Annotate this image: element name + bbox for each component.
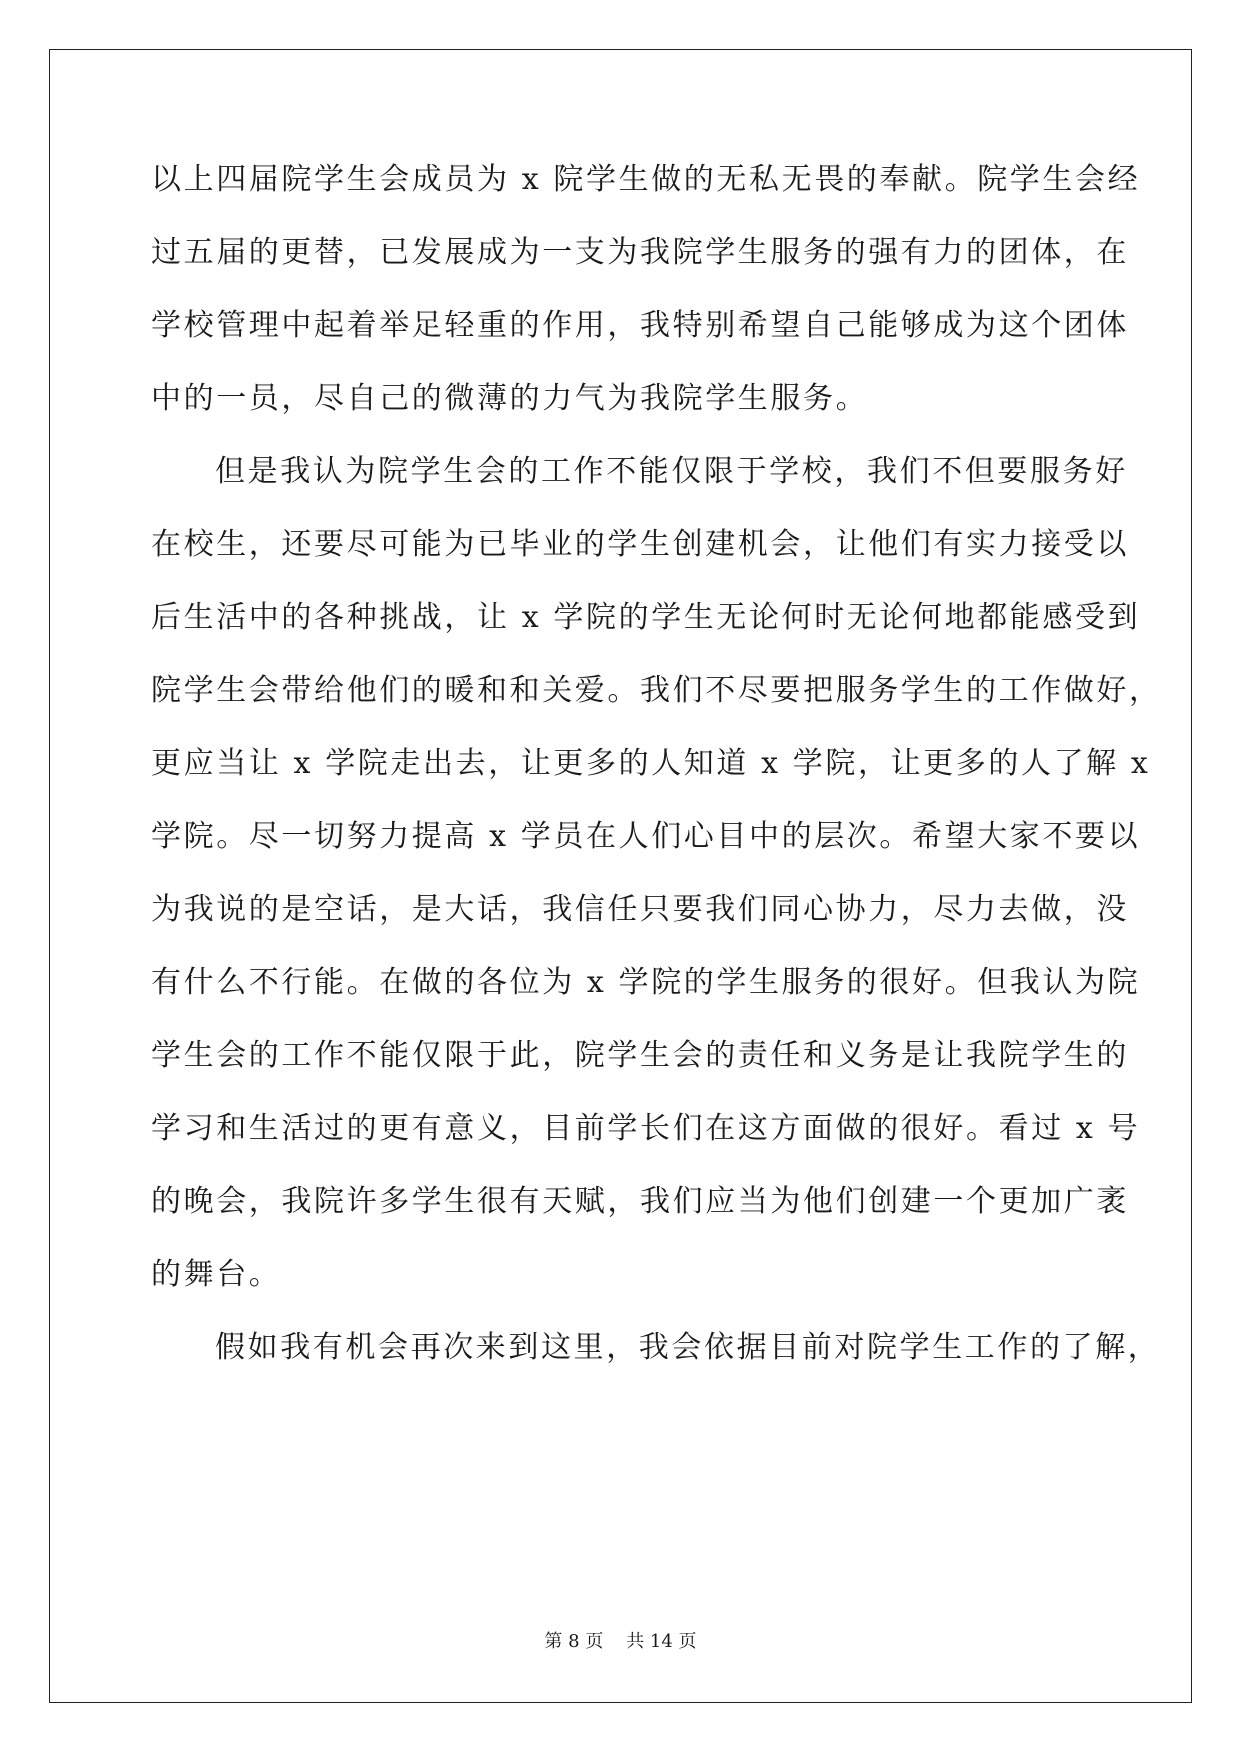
text-line: 更应当让 x 学院走出去，让更多的人知道 x 学院，让更多的人了解 x xyxy=(151,746,1151,781)
text-line: 院学生会带给他们的暖和和关爱。我们不尽要把服务学生的工作做好， xyxy=(151,673,1162,708)
paragraph-first-line: 但是我认为院学生会的工作不能仅限于学校，我们不但要服务好 xyxy=(215,454,1128,489)
text-line: 在校生，还要尽可能为已毕业的学生创建机会，让他们有实力接受以 xyxy=(151,527,1129,562)
text-line: 学习和生活过的更有意义，目前学长们在这方面做的很好。看过 x 号 xyxy=(151,1111,1141,1146)
page-number-footer: 第 8 页 共 14 页 xyxy=(544,1631,697,1652)
text-line: 学校管理中起着举足轻重的作用，我特别希望自己能够成为这个团体 xyxy=(151,308,1129,343)
text-line: 学院。尽一切努力提高 x 学员在人们心目中的层次。希望大家不要以 xyxy=(151,819,1141,854)
text-line: 后生活中的各种挑战，让 x 学院的学生无论何时无论何地都能感受到 xyxy=(151,600,1141,635)
text-line: 有什么不行能。在做的各位为 x 学院的学生服务的很好。但我认为院 xyxy=(151,965,1141,1000)
text-line: 学生会的工作不能仅限于此，院学生会的责任和义务是让我院学生的 xyxy=(151,1038,1129,1073)
text-line: 以上四届院学生会成员为 x 院学生做的无私无畏的奉献。院学生会经 xyxy=(151,162,1141,197)
text-line: 过五届的更替，已发展成为一支为我院学生服务的强有力的团体，在 xyxy=(151,235,1129,270)
text-line: 的舞台。 xyxy=(151,1257,282,1292)
text-line: 中的一员，尽自己的微薄的力气为我院学生服务。 xyxy=(151,381,869,416)
page-border xyxy=(49,49,1192,1703)
text-line: 为我说的是空话，是大话，我信任只要我们同心协力，尽力去做，没 xyxy=(151,892,1129,927)
paragraph-first-line: 假如我有机会再次来到这里，我会依据目前对院学生工作的了解， xyxy=(215,1330,1161,1365)
text-line: 的晚会，我院许多学生很有天赋，我们应当为他们创建一个更加广袤 xyxy=(151,1184,1129,1219)
